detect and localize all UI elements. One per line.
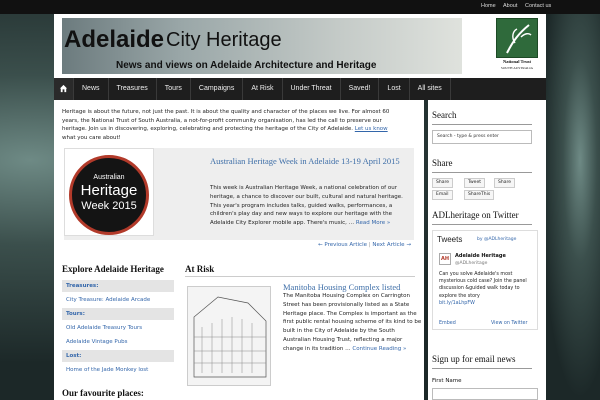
intro-link[interactable]: Let us know (354, 126, 388, 133)
tweet-author-handle[interactable]: @ADLheritage (455, 261, 488, 266)
twitter-divider (432, 224, 532, 225)
trust-name: National Trust (503, 59, 531, 64)
site-logo-title[interactable]: Adelaide (64, 26, 165, 53)
site-logo-subtitle[interactable]: City Heritage (166, 29, 282, 51)
share-heading: Share (432, 158, 453, 168)
nav-saved[interactable]: Saved! (341, 78, 380, 100)
main-nav (54, 78, 546, 100)
nav-at-risk[interactable]: At Risk (243, 78, 282, 100)
tweet-author-name[interactable]: Adelaide Heritage (455, 253, 506, 259)
nav-campaigns[interactable]: Campaigns (191, 78, 243, 100)
featured-body (210, 184, 415, 228)
first-name-field[interactable] (432, 388, 538, 400)
email-share-button[interactable]: Email (432, 190, 453, 200)
share-divider (432, 172, 532, 173)
featured-text: This week is Australian Heritage Week, a national celebration of our heritage, a chance to discover our built, cultural and natural heritage. This year's program includes talks, guided walks, performances, a children's play day and new ways to explore our heritage with the Adelaide City Explorer mobile app. There's music, … (210, 185, 403, 227)
post-nav-divider: | (368, 242, 371, 248)
at-risk-divider (185, 276, 415, 277)
nav-all-sites[interactable]: All sites (410, 78, 451, 100)
tweet-avatar[interactable]: AH (439, 253, 451, 265)
nav-news[interactable]: News (74, 78, 109, 100)
badge-line-3: Week 2015 (81, 200, 137, 212)
at-risk-title[interactable]: Manitoba Housing Complex listed (283, 282, 401, 292)
tweet-text (439, 271, 535, 307)
tweet-link[interactable]: bit.ly/1aLhpFW (439, 300, 475, 306)
top-utility-bar (0, 0, 600, 14)
top-link-contact[interactable]: Contact us (525, 3, 552, 9)
favourites-heading: Our favourite places: (62, 388, 144, 398)
national-trust-emblem-icon (496, 18, 538, 58)
embed-link[interactable]: Embed (439, 321, 456, 326)
search-input[interactable]: Search - type & press enter (432, 130, 532, 144)
twitter-heading: ADLheritage on Twitter (432, 210, 519, 220)
site-header (54, 14, 546, 78)
intro-text: Heritage is about the future, not just the past. It is about the quality and character of the places we live. For almost 60 years, the National Trust of South Australia, a not-for-profit community organisation, has led the call to preserve our heritage. Join us in discovering, exploring, celebrating and protecting the heritage of the City of Adelaide. (62, 109, 390, 133)
badge-line-2: Heritage (80, 182, 138, 199)
site-tagline: News and views on Adelaide Architecture and Heritage (116, 60, 377, 71)
explore-list (62, 280, 174, 378)
linkedin-share-button[interactable]: Share (494, 178, 515, 188)
twitter-widget[interactable] (432, 230, 538, 330)
explore-category-treasures[interactable]: Treasures: (62, 280, 174, 292)
nav-lost[interactable]: Lost (379, 78, 409, 100)
email-divider (432, 368, 532, 369)
at-risk-heading: At Risk (185, 264, 215, 274)
featured-title[interactable]: Australian Heritage Week in Adelaide 13-19 April 2015 (210, 156, 400, 166)
search-divider (432, 124, 532, 125)
background-right (540, 0, 600, 400)
at-risk-body (283, 292, 423, 354)
nav-home[interactable] (54, 78, 74, 100)
badge-line-1: Australian (93, 174, 125, 181)
explore-item[interactable]: Old Adelaide Treasury Tours (66, 325, 143, 331)
view-on-twitter-link[interactable]: View on Twitter (491, 321, 528, 326)
tweet-button[interactable]: Tweet (464, 178, 485, 188)
explore-category-lost[interactable]: Lost: (62, 350, 174, 362)
explore-item[interactable]: Adelaide Vintage Pubs (66, 339, 128, 345)
main-content (54, 100, 424, 400)
nav-under-threat[interactable]: Under Threat (283, 78, 341, 100)
intro-tail: what you care about! (62, 134, 121, 141)
building-sketch-icon (188, 287, 272, 387)
tweets-label: Tweets (437, 235, 463, 244)
explore-item[interactable]: Home of the Jade Monkey lost (66, 367, 149, 373)
national-trust-logo[interactable] (494, 18, 540, 74)
featured-read-more[interactable]: Read More » (355, 220, 391, 227)
top-link-home[interactable]: Home (481, 3, 496, 9)
nav-treasures[interactable]: Treasures (109, 78, 157, 100)
email-signup-heading: Sign up for email news (432, 354, 516, 364)
trust-sub: SOUTH AUSTRALIA (500, 65, 534, 70)
explore-heading: Explore Adelaide Heritage (62, 264, 164, 274)
nav-tours[interactable]: Tours (157, 78, 191, 100)
next-article-link[interactable]: Next Article → (372, 242, 411, 248)
heritage-week-badge (69, 155, 149, 235)
post-navigation (318, 242, 411, 248)
home-icon (59, 84, 68, 93)
at-risk-text: The Manitoba Housing Complex on Carrington Street has been provisionally listed as a State Heritage place. The Complex is important as the first public rental housing scheme of its kind to be built in the City of Adelaide by the South Australian Housing Trust, reflecting a major change in its tradition … (283, 293, 422, 352)
explore-item[interactable]: City Treasure: Adelaide Arcade (66, 297, 151, 303)
tweets-by[interactable]: by @ADLheritage (477, 237, 517, 242)
previous-article-link[interactable]: ← Previous Article (318, 242, 367, 248)
intro-paragraph (62, 108, 402, 142)
search-heading: Search (432, 110, 457, 120)
facebook-share-button[interactable]: Share (432, 178, 453, 188)
explore-category-tours[interactable]: Tours: (62, 308, 174, 320)
at-risk-image[interactable] (187, 286, 271, 386)
at-risk-read-more[interactable]: Continue Reading » (352, 345, 407, 352)
first-name-label: First Name (432, 378, 462, 384)
sidebar (428, 100, 546, 400)
sharethis-button[interactable]: ShareThis (464, 190, 494, 200)
tweet-body: Can you solve Adelaide's most mysterious cold case? Join the panel discussion &guided walk today to explore the story (439, 272, 527, 299)
featured-image[interactable] (64, 148, 154, 236)
top-link-about[interactable]: About (503, 3, 518, 9)
